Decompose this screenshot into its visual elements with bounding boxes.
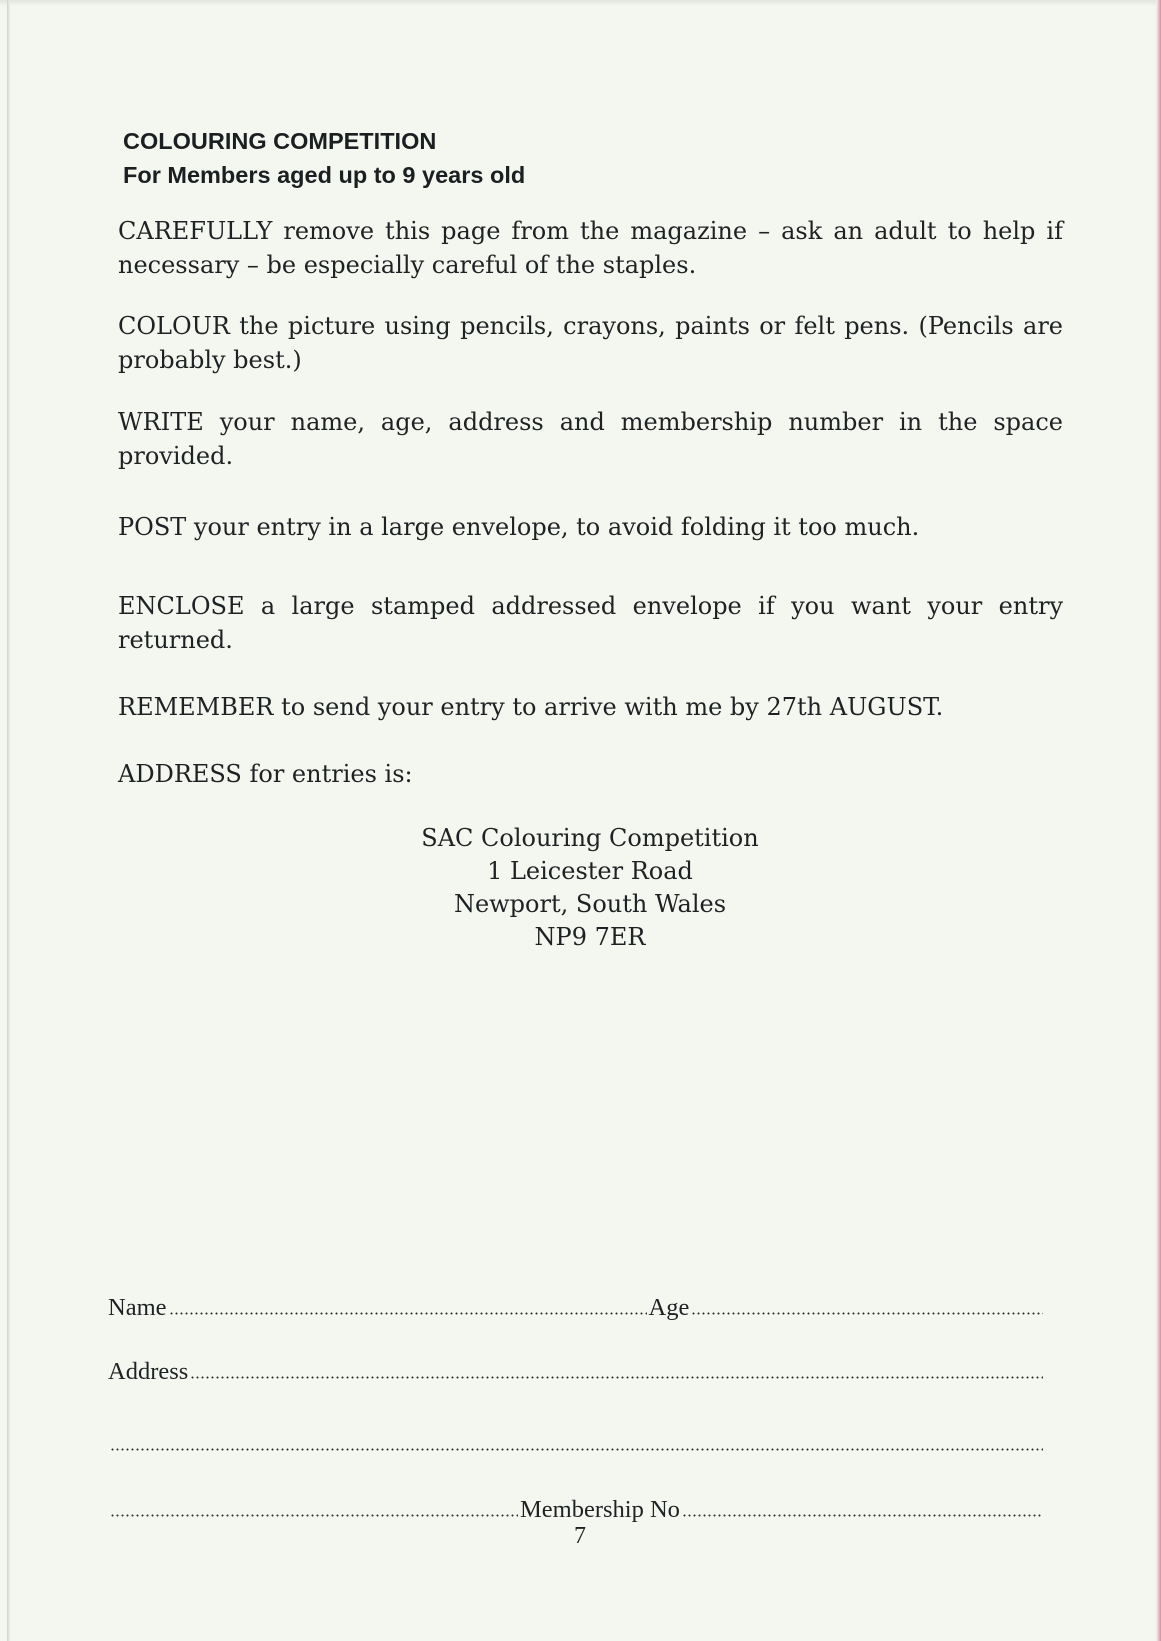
postal-address [320, 822, 860, 954]
form-row-address [108, 1357, 1045, 1393]
instruction-line: provided. [118, 442, 234, 470]
instruction-line: probably best.) [118, 346, 302, 374]
page-right-edge [1156, 0, 1161, 1641]
instruction-line: necessary – be especially careful of the staples. [118, 251, 697, 279]
address-line: 1 Leicester Road [487, 857, 693, 885]
instruction-line: returned. [118, 626, 233, 654]
page-top-edge [0, 0, 1161, 6]
instruction-post [118, 510, 1063, 544]
address-field[interactable] [190, 1357, 1043, 1379]
competition-heading [123, 124, 525, 192]
membership-label: Membership No [520, 1496, 680, 1523]
address-label: Address [108, 1358, 189, 1385]
instruction-remember [118, 690, 1063, 724]
instruction-write [118, 405, 1063, 473]
address-field-line-3[interactable] [110, 1495, 518, 1517]
instruction-line: REMEMBER to send your entry to arrive with me by 27th AUGUST. [118, 693, 944, 721]
age-field[interactable] [691, 1293, 1043, 1315]
page-fold-shadow [7, 0, 10, 1641]
instruction-line: POST your entry in a large envelope, to avoid folding it too much. [118, 513, 920, 541]
name-field[interactable] [169, 1293, 647, 1315]
instruction-address [118, 757, 1063, 791]
instruction-line: WRITE your name, age, address and membership number in the space [118, 408, 1063, 436]
instruction-enclose [118, 589, 1063, 657]
instruction-line: COLOUR the picture using pencils, crayons, paints or felt pens. (Pencils are [118, 312, 1063, 340]
instruction-line: ADDRESS for entries is: [118, 760, 413, 788]
name-label: Name [108, 1294, 167, 1321]
instruction-colour [118, 309, 1063, 377]
instruction-line: CAREFULLY remove this page from the magazine – ask an adult to help if [118, 217, 1063, 245]
age-label: Age [648, 1294, 690, 1321]
form-row-address-continued [108, 1429, 1045, 1465]
instruction-carefully [118, 214, 1063, 282]
address-line: NP9 7ER [534, 923, 646, 951]
competition-subtitle: For Members aged up to 9 years old [123, 162, 526, 188]
instruction-line: ENCLOSE a large stamped addressed envelope if you want your entry [118, 592, 1063, 620]
address-line: Newport, South Wales [453, 890, 727, 918]
form-row-name-age [108, 1293, 1045, 1329]
address-line: SAC Colouring Competition [421, 824, 759, 852]
page-number: 7 [574, 1523, 586, 1549]
membership-field[interactable] [682, 1495, 1043, 1517]
competition-title: COLOURING COMPETITION [123, 128, 437, 154]
address-field-continued[interactable] [110, 1429, 1043, 1451]
